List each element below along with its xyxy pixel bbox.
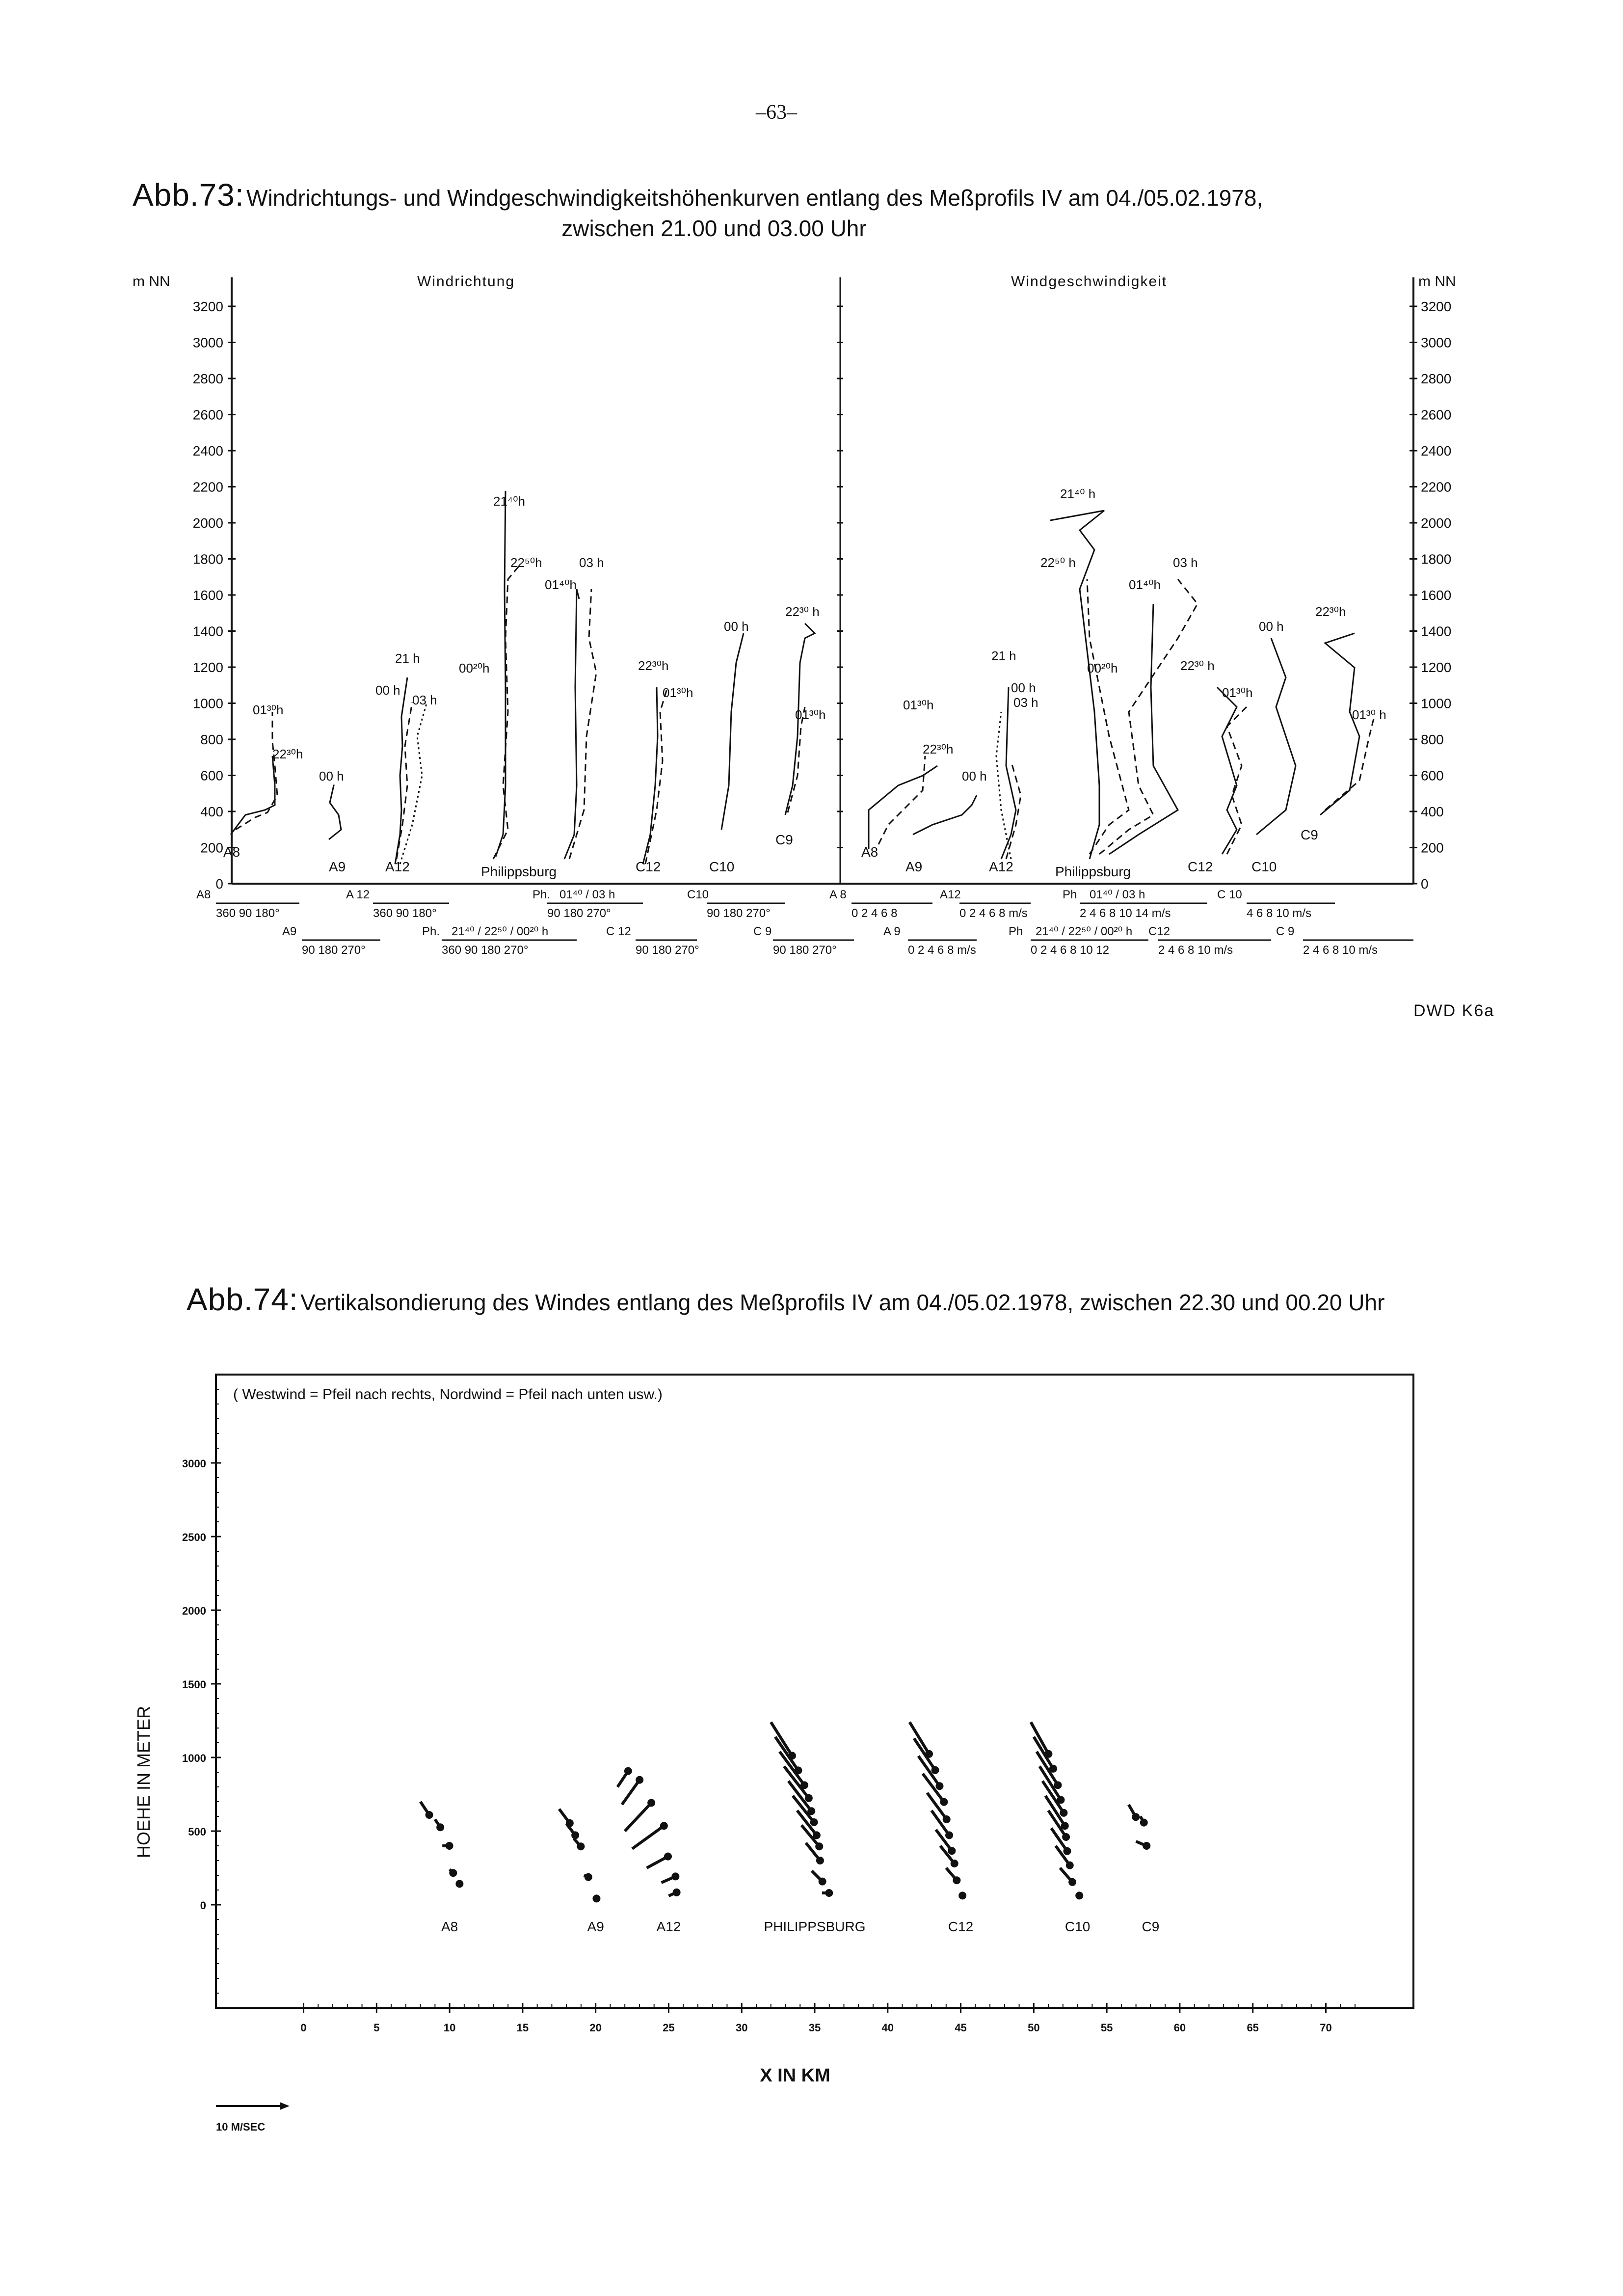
curve-a8-solid <box>231 756 275 835</box>
time-label: 22³⁰ h <box>785 604 820 619</box>
y-tick-label: 500 <box>188 1826 206 1838</box>
speed-c12-dashed <box>1227 707 1247 854</box>
y-tick-label: 2600 <box>192 407 223 423</box>
speed-scale-ticks: 0 2 4 6 8 m/s <box>959 907 1028 920</box>
speed-scale-ticks: 4 6 8 10 m/s <box>1247 907 1312 920</box>
right-time-labels <box>903 486 1386 783</box>
y-axis-label: HOEHE IN METER <box>133 1705 154 1859</box>
dir-scale-station: Ph. <box>422 925 440 938</box>
right-panel-title: Windgeschwindigkeit <box>1011 273 1168 290</box>
x-tick-label: 10 <box>443 2022 456 2034</box>
speed-scale-ticks: 0 2 4 6 8 <box>851 907 898 920</box>
wind-vectors <box>421 1722 1151 1902</box>
wind-vector-head <box>426 1811 433 1819</box>
dir-scale-ticks: 90 180 270° <box>302 944 366 957</box>
y-tick-label: 2800 <box>192 371 223 386</box>
time-label: 21⁴⁰ h <box>1060 486 1096 501</box>
direction-curves <box>231 491 815 864</box>
wind-vector <box>927 1793 947 1819</box>
wind-vector-head <box>958 1891 966 1899</box>
wind-vector-head <box>585 1873 592 1881</box>
speed-c12-solid <box>1217 687 1237 854</box>
x-tick-label: 5 <box>373 2022 380 2034</box>
wind-vector-head <box>1062 1833 1070 1841</box>
y-tick-label: 2400 <box>192 443 223 459</box>
x-tick-label: 65 <box>1247 2022 1259 2034</box>
time-label: 01⁴⁰h <box>545 577 577 592</box>
y-tick-label: 1000 <box>192 696 223 711</box>
time-label: 22³⁰h <box>923 742 954 756</box>
wind-vector-head <box>953 1876 960 1884</box>
dir-scale-station: C 12 <box>606 925 631 938</box>
wind-vector-head <box>945 1831 953 1839</box>
station-label: PHILIPPSBURG <box>764 1919 866 1934</box>
dir-scale-station: C10 <box>687 888 709 901</box>
curve-ph-2250 <box>493 565 520 859</box>
wind-vector-head <box>664 1853 672 1861</box>
speed-scale-ticks: 2 4 6 8 10 14 m/s <box>1080 907 1171 920</box>
figure-73-label: Abb.73: <box>133 177 244 213</box>
x-tick-label: 55 <box>1100 2022 1113 2034</box>
y-tick-label: 0 <box>200 1899 206 1912</box>
y-tick-label: 1200 <box>1421 660 1452 675</box>
time-label: 22³⁰h <box>638 658 669 673</box>
y-tick-label: 200 <box>200 840 223 856</box>
figure-74-label: Abb.74: <box>186 1282 298 1317</box>
speed-scale-ticks: 2 4 6 8 10 m/s <box>1303 944 1378 957</box>
dir-scale-station: A 12 <box>346 888 370 901</box>
y-tick-label: 1500 <box>182 1678 206 1691</box>
time-label: 01³⁰h <box>1222 685 1253 700</box>
wind-vector-head <box>1060 1809 1067 1817</box>
dir-scale-times: 21⁴⁰ / 22⁵⁰ / 00²⁰ h <box>452 925 549 938</box>
wind-vector-head <box>935 1782 943 1790</box>
speed-scale-station: C12 <box>1148 925 1171 938</box>
x-tick-label: 35 <box>808 2022 821 2034</box>
time-label: 22³⁰ h <box>1180 658 1215 673</box>
wind-vector-head <box>592 1894 600 1902</box>
speed-a9-solid <box>913 795 977 835</box>
curve-ph-2140 <box>496 491 506 857</box>
station-label: A12 <box>656 1919 681 1934</box>
speed-c9-solid <box>1320 633 1359 815</box>
time-label: 01³⁰h <box>903 698 934 712</box>
y-tick-label: 3000 <box>192 335 223 351</box>
reference-arrow-head <box>280 2102 290 2110</box>
figure-73-plot <box>0 0 1623 1031</box>
dir-scale-station: A9 <box>282 925 297 938</box>
right-y-unit: m NN <box>1418 273 1456 290</box>
wind-vector <box>622 1780 639 1805</box>
station-labels <box>441 1919 1159 1934</box>
wind-vector-head <box>1075 1891 1083 1899</box>
y-tick-label: 200 <box>1421 840 1444 856</box>
y-tick-label: 3200 <box>1421 299 1452 314</box>
station-label-a12-left: A12 <box>385 859 410 874</box>
wind-vector <box>909 1722 929 1754</box>
wind-vector-head <box>810 1818 818 1826</box>
y-tick-label: 3200 <box>192 299 223 314</box>
y-tick-label: 1600 <box>1421 588 1452 603</box>
wind-vector-head <box>446 1842 453 1850</box>
speed-scale-times: 21⁴⁰ / 22⁵⁰ / 00²⁰ h <box>1036 925 1133 938</box>
y-tick-label: 1400 <box>1421 623 1452 639</box>
station-label: C12 <box>948 1919 974 1934</box>
station-label: A9 <box>587 1919 604 1934</box>
station-label: C10 <box>1064 1919 1091 1934</box>
x-tick-label: 25 <box>663 2022 675 2034</box>
y-tick-label: 2400 <box>1421 443 1452 459</box>
plot-frame <box>216 1375 1413 2008</box>
left-y-unit: m NN <box>133 273 170 290</box>
time-label: 01³⁰h <box>795 707 826 722</box>
y-tick-label: 2500 <box>182 1531 206 1543</box>
figure-74-caption <box>186 1281 1384 1318</box>
speed-a8-solid <box>869 766 937 849</box>
wind-vector-head <box>673 1889 681 1896</box>
wind-vector-head <box>1066 1862 1074 1869</box>
y-tick-label: 0 <box>215 876 223 891</box>
y-tick-label: 800 <box>1421 732 1444 747</box>
curve-a9-solid <box>329 785 341 839</box>
left-time-labels <box>253 494 825 783</box>
speed-scale-station: A12 <box>940 888 961 901</box>
x-tick-label: 70 <box>1320 2022 1332 2034</box>
curve-a12-dashed <box>397 702 412 859</box>
dir-scale-ticks: 360 90 180° <box>373 907 437 920</box>
x-tick-label: 40 <box>881 2022 894 2034</box>
x-tick-label: 60 <box>1173 2022 1186 2034</box>
station-label-a9-left: A9 <box>329 859 346 874</box>
figure-73-caption-line2: zwischen 21.00 und 03.00 Uhr <box>561 216 867 241</box>
time-label: 00 h <box>1011 680 1036 695</box>
wind-vector-head <box>948 1847 956 1855</box>
y-tick-label: 1400 <box>192 623 223 639</box>
x-tick-label: 0 <box>300 2022 307 2034</box>
station-label: C9 <box>1142 1919 1160 1934</box>
y-tick-label: 600 <box>200 768 223 783</box>
speed-scale-ticks: 2 4 6 8 10 m/s <box>1158 944 1233 957</box>
x-axis-label: X IN KM <box>760 2065 830 2086</box>
curve-ph-03 <box>569 589 596 859</box>
y-tick-label: 400 <box>1421 804 1444 819</box>
station-label: A8 <box>441 1919 458 1934</box>
y-tick-label: 400 <box>200 804 223 819</box>
speed-ph-2250 <box>1087 579 1129 854</box>
speed-scale-station: C 10 <box>1217 888 1242 901</box>
speed-c10-solid <box>1256 638 1296 835</box>
wind-vector-head <box>825 1889 833 1897</box>
y-tick-label: 1200 <box>192 660 223 675</box>
wind-vector-head <box>931 1766 939 1774</box>
station-label-c10-right: C10 <box>1251 859 1277 874</box>
station-label-ph-left: Philippsburg <box>481 864 557 879</box>
time-label: 00 h <box>1259 619 1284 634</box>
y-tick-label: 2000 <box>192 515 223 531</box>
speed-a12-dotted <box>996 712 1011 859</box>
y-tick-label: 600 <box>1421 768 1444 783</box>
wind-vector-head <box>671 1872 679 1880</box>
wind-vector-head <box>1068 1878 1076 1886</box>
speed-scale-times: 01⁴⁰ / 03 h <box>1090 888 1145 901</box>
wind-vector-head <box>816 1857 824 1864</box>
speed-scale-station: C 9 <box>1276 925 1295 938</box>
speed-scale-station: A 8 <box>829 888 847 901</box>
station-label-a9-right: A9 <box>905 859 923 874</box>
y-tick-label: 1000 <box>1421 696 1452 711</box>
wind-vector <box>632 1826 664 1849</box>
wind-vector-head <box>624 1767 632 1775</box>
wind-vector-head <box>660 1822 668 1830</box>
dir-scale-ticks: 90 180 270° <box>636 944 699 957</box>
y-tick-label: 2200 <box>192 479 223 495</box>
y-tick-label: 3000 <box>1421 335 1452 351</box>
dir-scale-ticks: 360 90 180 270° <box>442 944 529 957</box>
wind-vector <box>625 1803 651 1831</box>
station-label-c10-left: C10 <box>709 859 735 874</box>
station-label-c9-right: C9 <box>1301 827 1318 842</box>
source-note: DWD K6a <box>1413 1001 1495 1020</box>
time-label: 03 h <box>1013 695 1038 710</box>
wind-vector-head <box>943 1815 951 1823</box>
legend-note: ( Westwind = Pfeil nach rechts, Nordwind = Pfeil nach unten usw.) <box>233 1386 663 1403</box>
station-label-a8-right: A8 <box>861 844 878 860</box>
station-label-a12-right: A12 <box>989 859 1013 874</box>
time-label: 21 h <box>395 651 420 666</box>
speed-scale-station: Ph <box>1063 888 1077 901</box>
curve-ph-0140 <box>564 589 579 859</box>
time-label: 00 h <box>962 769 987 783</box>
time-label: 00 h <box>375 683 400 698</box>
x-tick-label: 50 <box>1028 2022 1040 2034</box>
time-label: 22³⁰h <box>1315 604 1346 619</box>
y-tick-label: 2800 <box>1421 371 1452 386</box>
speed-c9-dashed <box>1325 717 1374 810</box>
figure-74-caption-text: Vertikalsondierung des Windes entlang des Meßprofils IV am 04./05.02.1978, zwischen 22.30 und 00.20 Uhr <box>300 1290 1385 1315</box>
station-label-ph-right: Philippsburg <box>1055 864 1131 879</box>
left-panel-title: Windrichtung <box>417 273 515 290</box>
speed-curves <box>869 511 1374 859</box>
x-tick-label: 45 <box>955 2022 967 2034</box>
wind-vector-head <box>436 1823 444 1831</box>
wind-vector-head <box>1063 1847 1071 1855</box>
dir-scale-ticks: 90 180 270° <box>773 944 837 957</box>
station-label-c12-right: C12 <box>1188 859 1213 874</box>
time-label: 22⁵⁰h <box>510 555 542 570</box>
speed-scale-ticks: 0 2 4 6 8 m/s <box>908 944 976 957</box>
wind-vector-head <box>951 1860 958 1867</box>
y-tick-label: 1000 <box>182 1752 206 1764</box>
curve-c10-solid <box>721 633 744 830</box>
wind-vector-head <box>455 1880 463 1888</box>
speed-scales <box>829 888 1378 957</box>
wind-vector <box>771 1722 792 1756</box>
y-tick-label: 1800 <box>192 551 223 567</box>
station-label-c12-left: C12 <box>636 859 661 874</box>
time-label: 01⁴⁰h <box>1129 577 1161 592</box>
time-label: 00 h <box>319 769 344 783</box>
time-label: 22³⁰h <box>272 747 303 761</box>
page-number: –63– <box>756 101 797 124</box>
time-label: 21 h <box>991 648 1016 663</box>
speed-ph-03 <box>1099 579 1197 854</box>
y-tick-label: 2000 <box>1421 515 1452 531</box>
y-tick-labels <box>193 299 1452 891</box>
wind-vector-head <box>1143 1842 1150 1850</box>
speed-scale-station: A 9 <box>883 925 901 938</box>
y-tick-label: 2000 <box>182 1605 206 1617</box>
y-tick-label: 800 <box>200 732 223 747</box>
y-tick-label: 0 <box>1421 876 1429 891</box>
y-tick-label: 2200 <box>1421 479 1452 495</box>
time-label: 03 h <box>412 693 437 707</box>
time-label: 21⁴⁰h <box>493 494 525 509</box>
dir-scale-ticks: 90 180 270° <box>547 907 611 920</box>
dir-scale-station: A8 <box>196 888 211 901</box>
wind-vector-head <box>577 1842 585 1850</box>
reference-arrow-label: 10 M/SEC <box>216 2121 266 2133</box>
wind-vector-head <box>940 1798 948 1806</box>
time-label: 00 h <box>724 619 749 634</box>
dir-scale-times: 01⁴⁰ / 03 h <box>559 888 615 901</box>
x-tick-label: 15 <box>516 2022 529 2034</box>
time-label: 01³⁰h <box>663 685 693 700</box>
wind-vector-head <box>815 1842 823 1850</box>
figure-74-chart <box>0 1325 1623 2160</box>
wind-vector-head <box>449 1869 457 1877</box>
time-label: 22⁵⁰ h <box>1040 555 1076 570</box>
dir-scale-station: Ph. <box>532 888 551 901</box>
wind-vector-head <box>636 1776 643 1784</box>
station-labels <box>223 827 1318 879</box>
wind-vector-head <box>647 1799 655 1807</box>
dir-scale-station: C 9 <box>753 925 772 938</box>
y-tick-label: 1800 <box>1421 551 1452 567</box>
y-tick-label: 2600 <box>1421 407 1452 423</box>
time-label: 00²⁰h <box>1087 661 1118 675</box>
speed-scale-station: Ph <box>1009 925 1023 938</box>
speed-scale-ticks: 0 2 4 6 8 10 12 <box>1031 944 1110 957</box>
station-label-c9-left: C9 <box>775 832 793 847</box>
wind-vector-head <box>1054 1781 1062 1789</box>
x-tick-label: 30 <box>735 2022 748 2034</box>
y-tick-label: 3000 <box>182 1458 206 1470</box>
station-label-a8-left: A8 <box>223 844 240 860</box>
wind-vector-head <box>819 1878 826 1886</box>
time-label: 03 h <box>1173 555 1198 570</box>
y-tick-label: 1600 <box>192 588 223 603</box>
wind-vector-head <box>1132 1813 1140 1821</box>
time-label: 00²⁰h <box>459 661 490 675</box>
dir-scale-ticks: 360 90 180° <box>216 907 280 920</box>
time-label: 01³⁰ h <box>1352 707 1386 722</box>
wind-vector-head <box>805 1794 813 1802</box>
wind-vector-head <box>1140 1819 1148 1827</box>
figure-73-caption-line1: Windrichtungs- und Windgeschwindigkeitshöhenkurven entlang des Meßprofils IV am 04./05.02.1978, <box>246 185 1263 211</box>
direction-scales <box>196 888 837 957</box>
time-label: 03 h <box>579 555 604 570</box>
x-tick-label: 20 <box>589 2022 602 2034</box>
dir-scale-ticks: 90 180 270° <box>707 907 771 920</box>
time-label: 01³⁰h <box>253 702 284 717</box>
curve-a12-dotted <box>400 702 427 864</box>
